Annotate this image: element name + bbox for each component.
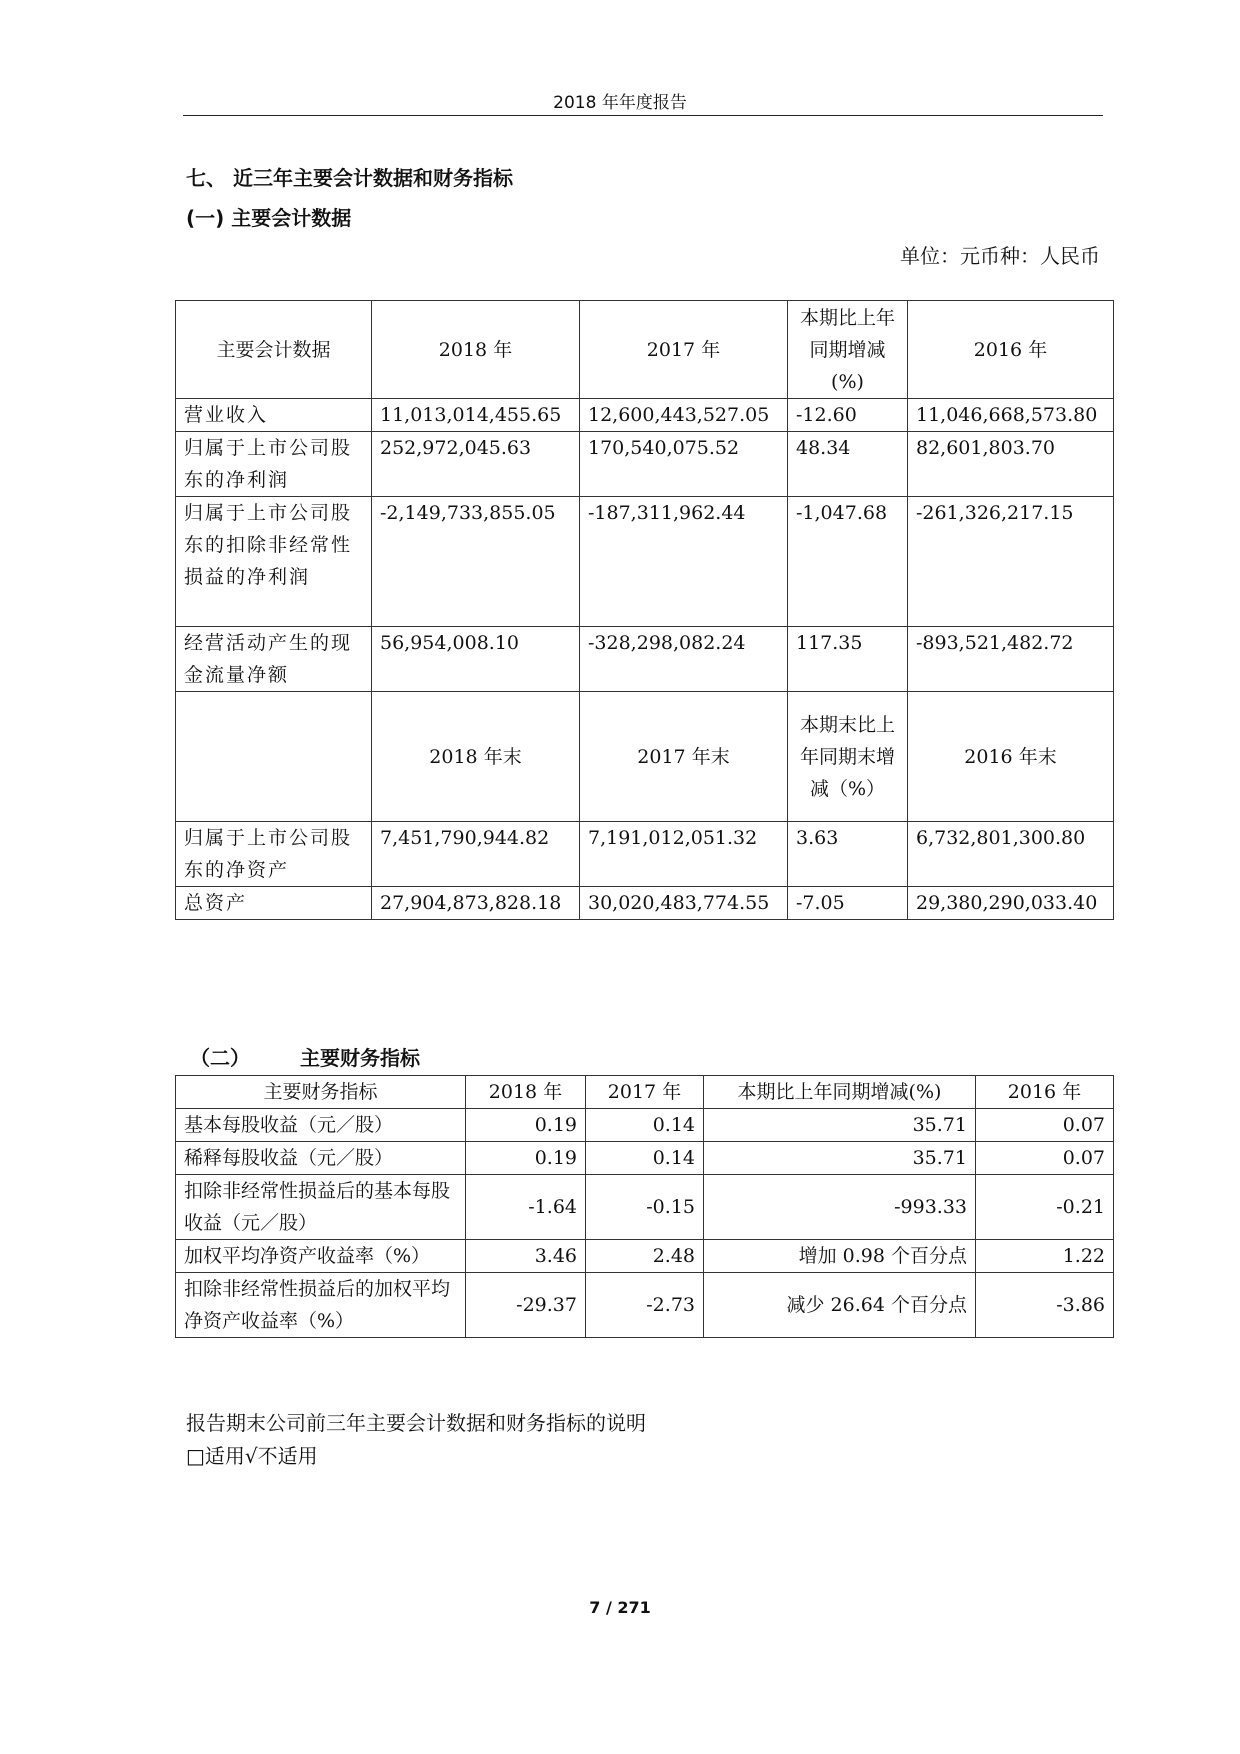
cell-2016: 0.07	[976, 1109, 1114, 1142]
table-header-row	[176, 1076, 1114, 1109]
table-row	[176, 887, 1114, 920]
table-row	[176, 822, 1114, 887]
header-cell: 2017 年末	[580, 692, 788, 822]
cell-2017: 12,600,443,527.05	[580, 399, 788, 432]
section-title: 七、 近三年主要会计数据和财务指标	[186, 166, 513, 190]
header-cell: 主要会计数据	[176, 301, 372, 399]
subsection-prefix: （二）	[190, 1046, 250, 1070]
table-row	[176, 1175, 1114, 1240]
cell-2017: -187,311,962.44	[580, 497, 788, 627]
cell-2016: 6,732,801,300.80	[908, 822, 1114, 887]
cell-change: 117.35	[788, 627, 908, 692]
unit-label: 单位：元币种：人民币	[900, 244, 1100, 268]
header-cell: 本期比上年同期增减(%)	[788, 301, 908, 399]
header-rule	[183, 115, 1103, 116]
cell-2017: 30,020,483,774.55	[580, 887, 788, 920]
accounting-data-table	[175, 300, 1114, 920]
cell-change: 35.71	[704, 1109, 976, 1142]
table-row	[176, 1273, 1114, 1338]
cell-2016: -3.86	[976, 1273, 1114, 1338]
cell-2016: -0.21	[976, 1175, 1114, 1240]
header-cell: 2016 年	[976, 1076, 1114, 1109]
cell-2017: -328,298,082.24	[580, 627, 788, 692]
cell-2018: -2,149,733,855.05	[372, 497, 580, 627]
header-cell: 2018 年末	[372, 692, 580, 822]
cell-2018: 27,904,873,828.18	[372, 887, 580, 920]
applicability-note: □适用√不适用	[186, 1444, 318, 1468]
financial-indicators-table	[175, 1075, 1114, 1338]
cell-2016: -893,521,482.72	[908, 627, 1114, 692]
cell-change: 3.63	[788, 822, 908, 887]
header-cell: 主要财务指标	[176, 1076, 466, 1109]
header-cell: 2017 年	[586, 1076, 704, 1109]
cell-change: 35.71	[704, 1142, 976, 1175]
row-label: 扣除非经常性损益后的基本每股收益（元／股）	[176, 1175, 466, 1240]
cell-2017: -0.15	[586, 1175, 704, 1240]
explanation-note: 报告期末公司前三年主要会计数据和财务指标的说明	[186, 1411, 646, 1435]
cell-change: -993.33	[704, 1175, 976, 1240]
header-cell: 2017 年	[580, 301, 788, 399]
table-row	[176, 432, 1114, 497]
cell-2017: 0.14	[586, 1142, 704, 1175]
table-row	[176, 1109, 1114, 1142]
cell-2018: 0.19	[466, 1142, 586, 1175]
header-cell: 2018 年	[372, 301, 580, 399]
cell-2016: -261,326,217.15	[908, 497, 1114, 627]
cell-2017: 2.48	[586, 1240, 704, 1273]
cell-change: -7.05	[788, 887, 908, 920]
table-header-row	[176, 692, 1114, 822]
row-label: 稀释每股收益（元／股）	[176, 1142, 466, 1175]
subsection-title-financial-indicators	[190, 1042, 420, 1071]
table-row	[176, 627, 1114, 692]
cell-2018: -29.37	[466, 1273, 586, 1338]
page-header-title: 2018 年年度报告	[553, 93, 687, 113]
cell-2017: -2.73	[586, 1273, 704, 1338]
cell-2018: -1.64	[466, 1175, 586, 1240]
cell-2016: 11,046,668,573.80	[908, 399, 1114, 432]
cell-2017: 7,191,012,051.32	[580, 822, 788, 887]
table-row	[176, 399, 1114, 432]
header-cell: 2018 年	[466, 1076, 586, 1109]
table-row	[176, 1240, 1114, 1273]
page-number: 7 / 271	[589, 1598, 651, 1617]
header-cell: 2016 年	[908, 301, 1114, 399]
row-label: 总资产	[176, 887, 372, 920]
row-label: 加权平均净资产收益率（%）	[176, 1240, 466, 1273]
header-cell: 2016 年末	[908, 692, 1114, 822]
row-label: 归属于上市公司股东的净资产	[176, 822, 372, 887]
cell-2016: 0.07	[976, 1142, 1114, 1175]
cell-2018: 56,954,008.10	[372, 627, 580, 692]
cell-change: 48.34	[788, 432, 908, 497]
table-header-row	[176, 301, 1114, 399]
row-label: 经营活动产生的现金流量净额	[176, 627, 372, 692]
table-row	[176, 497, 1114, 627]
row-label: 归属于上市公司股东的扣除非经常性损益的净利润	[176, 497, 372, 627]
row-label: 归属于上市公司股东的净利润	[176, 432, 372, 497]
cell-2018: 7,451,790,944.82	[372, 822, 580, 887]
subsection-title-text: 主要财务指标	[300, 1046, 420, 1070]
cell-2017: 170,540,075.52	[580, 432, 788, 497]
cell-2018: 252,972,045.63	[372, 432, 580, 497]
header-cell: 本期比上年同期增减(%)	[704, 1076, 976, 1109]
header-cell: 本期末比上年同期末增减（%）	[788, 692, 908, 822]
cell-2017: 0.14	[586, 1109, 704, 1142]
subsection-title-accounting-data: (一) 主要会计数据	[186, 206, 352, 230]
cell-change: 增加 0.98 个百分点	[704, 1240, 976, 1273]
row-label: 扣除非经常性损益后的加权平均净资产收益率（%）	[176, 1273, 466, 1338]
cell-2018: 0.19	[466, 1109, 586, 1142]
header-cell	[176, 692, 372, 822]
cell-change: -12.60	[788, 399, 908, 432]
cell-change: 减少 26.64 个百分点	[704, 1273, 976, 1338]
row-label: 基本每股收益（元／股）	[176, 1109, 466, 1142]
row-label: 营业收入	[176, 399, 372, 432]
cell-change: -1,047.68	[788, 497, 908, 627]
cell-2018: 3.46	[466, 1240, 586, 1273]
cell-2016: 29,380,290,033.40	[908, 887, 1114, 920]
cell-2018: 11,013,014,455.65	[372, 399, 580, 432]
cell-2016: 82,601,803.70	[908, 432, 1114, 497]
cell-2016: 1.22	[976, 1240, 1114, 1273]
table-row	[176, 1142, 1114, 1175]
